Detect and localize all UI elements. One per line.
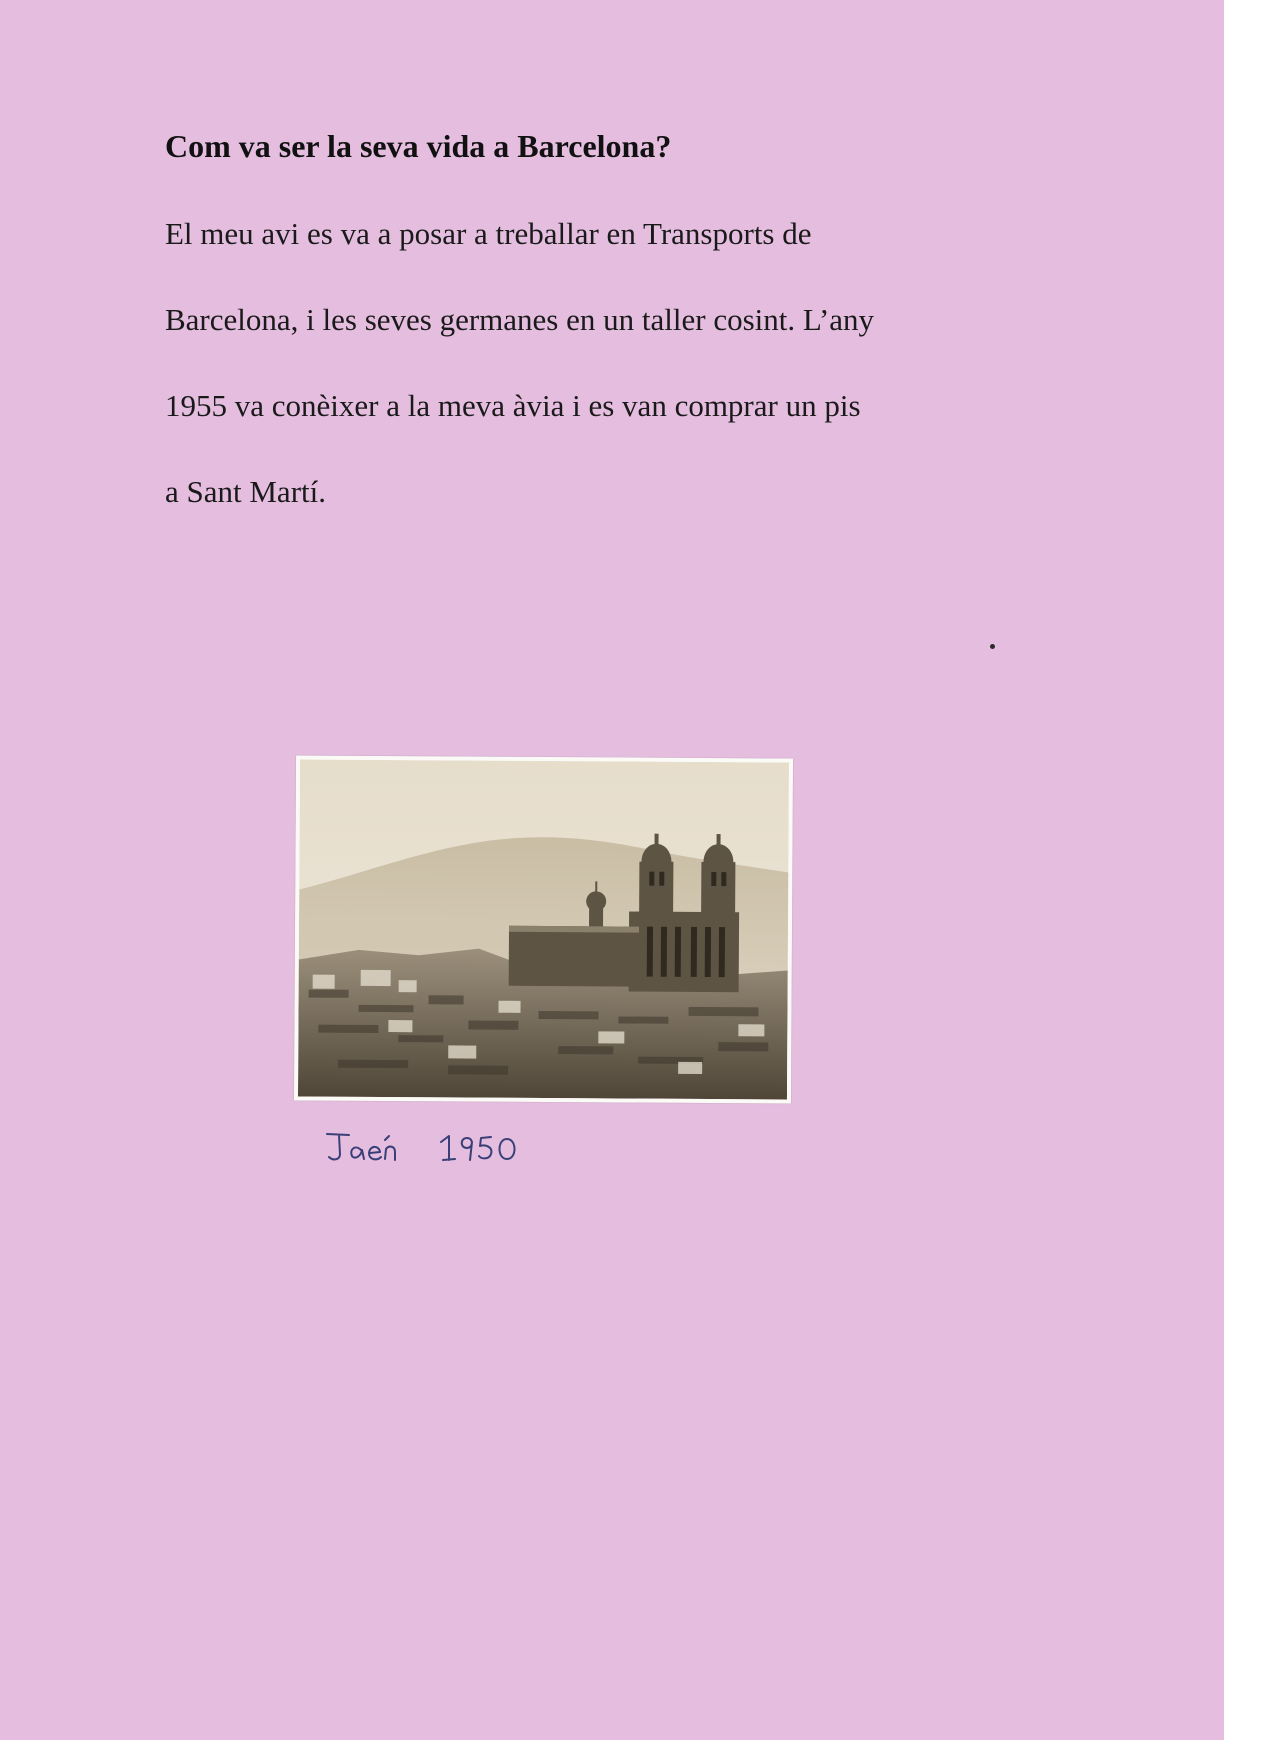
jaen-cathedral-photo	[294, 755, 793, 1103]
paragraph-line-3: 1955 va conèixer a la meva àvia i es van comprar un pis	[165, 388, 861, 423]
paragraph-line-4: a Sant Martí.	[165, 474, 326, 509]
paragraph-line-2: Barcelona, i les seves germanes en un taller cosint. L’any	[165, 302, 875, 337]
handwritten-caption	[315, 1128, 555, 1168]
cathedral-photo-image	[298, 760, 789, 1100]
paragraph-line-1: El meu avi es va a posar a treballar en Transports de	[165, 216, 812, 251]
question-heading: Com va ser la seva vida a Barcelona?	[165, 128, 672, 164]
scan-speck	[990, 644, 995, 649]
